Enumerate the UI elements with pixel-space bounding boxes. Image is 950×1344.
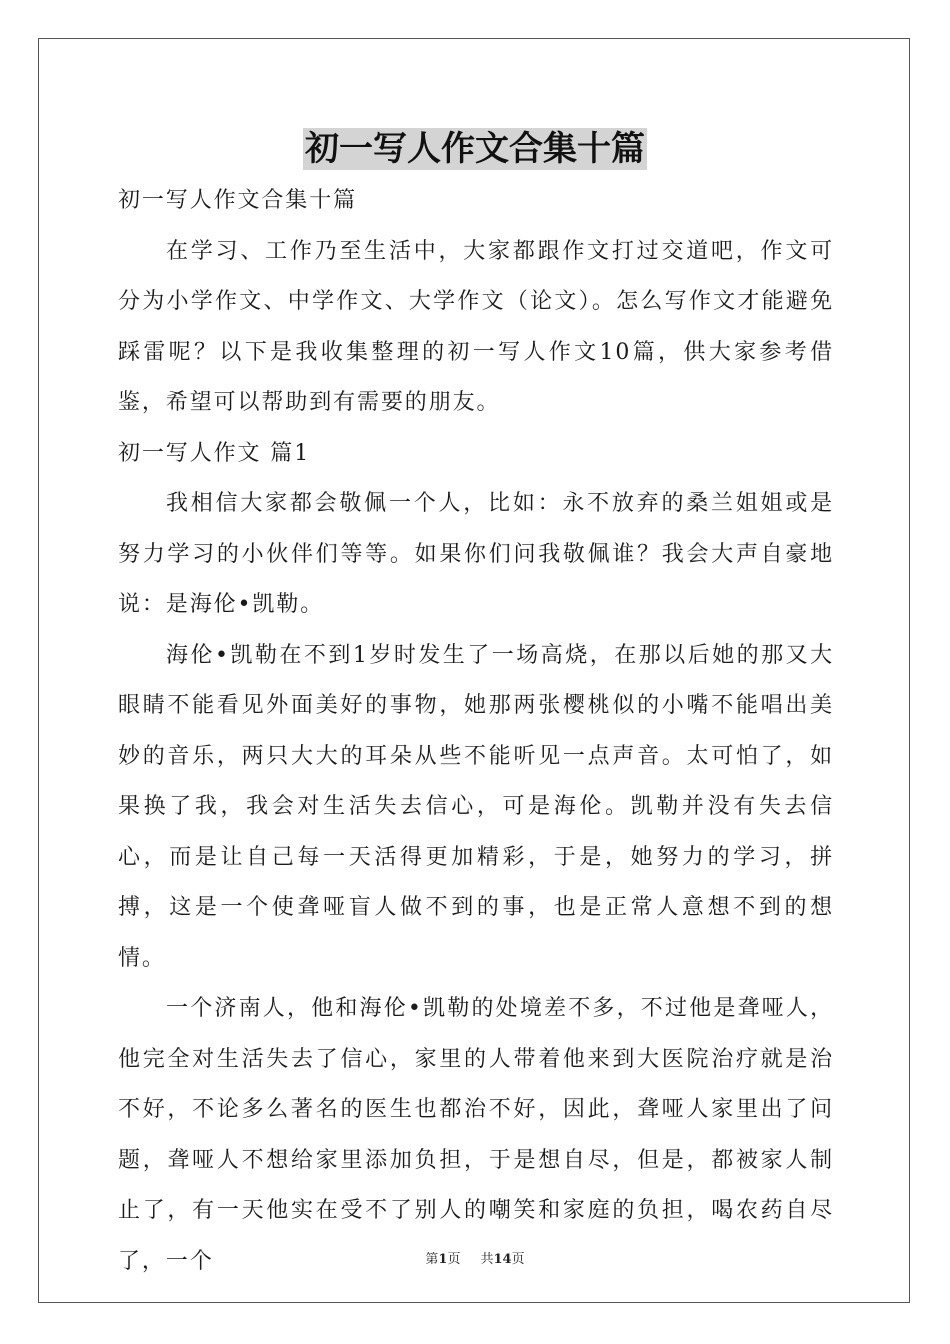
title-wrap <box>0 128 950 170</box>
page-footer <box>0 1248 950 1267</box>
total-prefix: 共 <box>480 1252 494 1267</box>
page-prefix: 第 <box>425 1252 439 1267</box>
paragraph: 一个济南人，他和海伦•凯勒的处境差不多，不过他是聋哑人，他完全对生活失去了信心，家里的人带着他来到大医院治疗就是治不好，不论多么著名的医生也都治不好，因此，聋哑人家里出了问题，聋哑人不想给家里添加负担，于是想自尽，但是，都被家人制止了，有一天他实在受不了别人的嘲笑和家庭的负担，喝农药自尽了，一个 <box>118 996 834 1274</box>
section-heading: 初一写人作文 篇1 <box>118 440 311 466</box>
page-suffix: 页 <box>447 1252 461 1267</box>
paragraph-intro: 在学习、工作乃至生活中，大家都跟作文打过交道吧，作文可分为小学作文、中学作文、大学作文（论文）。怎么写作文才能避免踩雷呢？以下是我收集整理的初一写人作文10篇，供大家参考借鉴，希望可以帮助到有需要的朋友。 <box>118 238 834 415</box>
document-title: 初一写人作文合集十篇 <box>305 129 645 169</box>
total-pages: 14 <box>493 1252 512 1267</box>
document-body <box>118 176 834 1287</box>
total-suffix: 页 <box>511 1252 525 1267</box>
page-current: 1 <box>438 1252 448 1267</box>
paragraph: 我相信大家都会敬佩一个人，比如：永不放弃的桑兰姐姐或是努力学习的小伙伴们等等。如果你们问我敬佩谁？我会大声自豪地说：是海伦•凯勒。 <box>118 491 834 617</box>
paragraph: 海伦•凯勒在不到1岁时发生了一场高烧，在那以后她的那又大眼睛不能看见外面美好的事物，她那两张樱桃似的小嘴不能唱出美妙的音乐，两只大大的耳朵从些不能听见一点声音。太可怕了，如果换了我，我会对生活失去信心，可是海伦。凯勒并没有失去信心，而是让自己每一天活得更加精彩，于是，她努力的学习，拼搏，这是一个使聋哑盲人做不到的事，也是正常人意想不到的想情。 <box>118 642 834 971</box>
paragraph-subtitle: 初一写人作文合集十篇 <box>118 188 358 213</box>
